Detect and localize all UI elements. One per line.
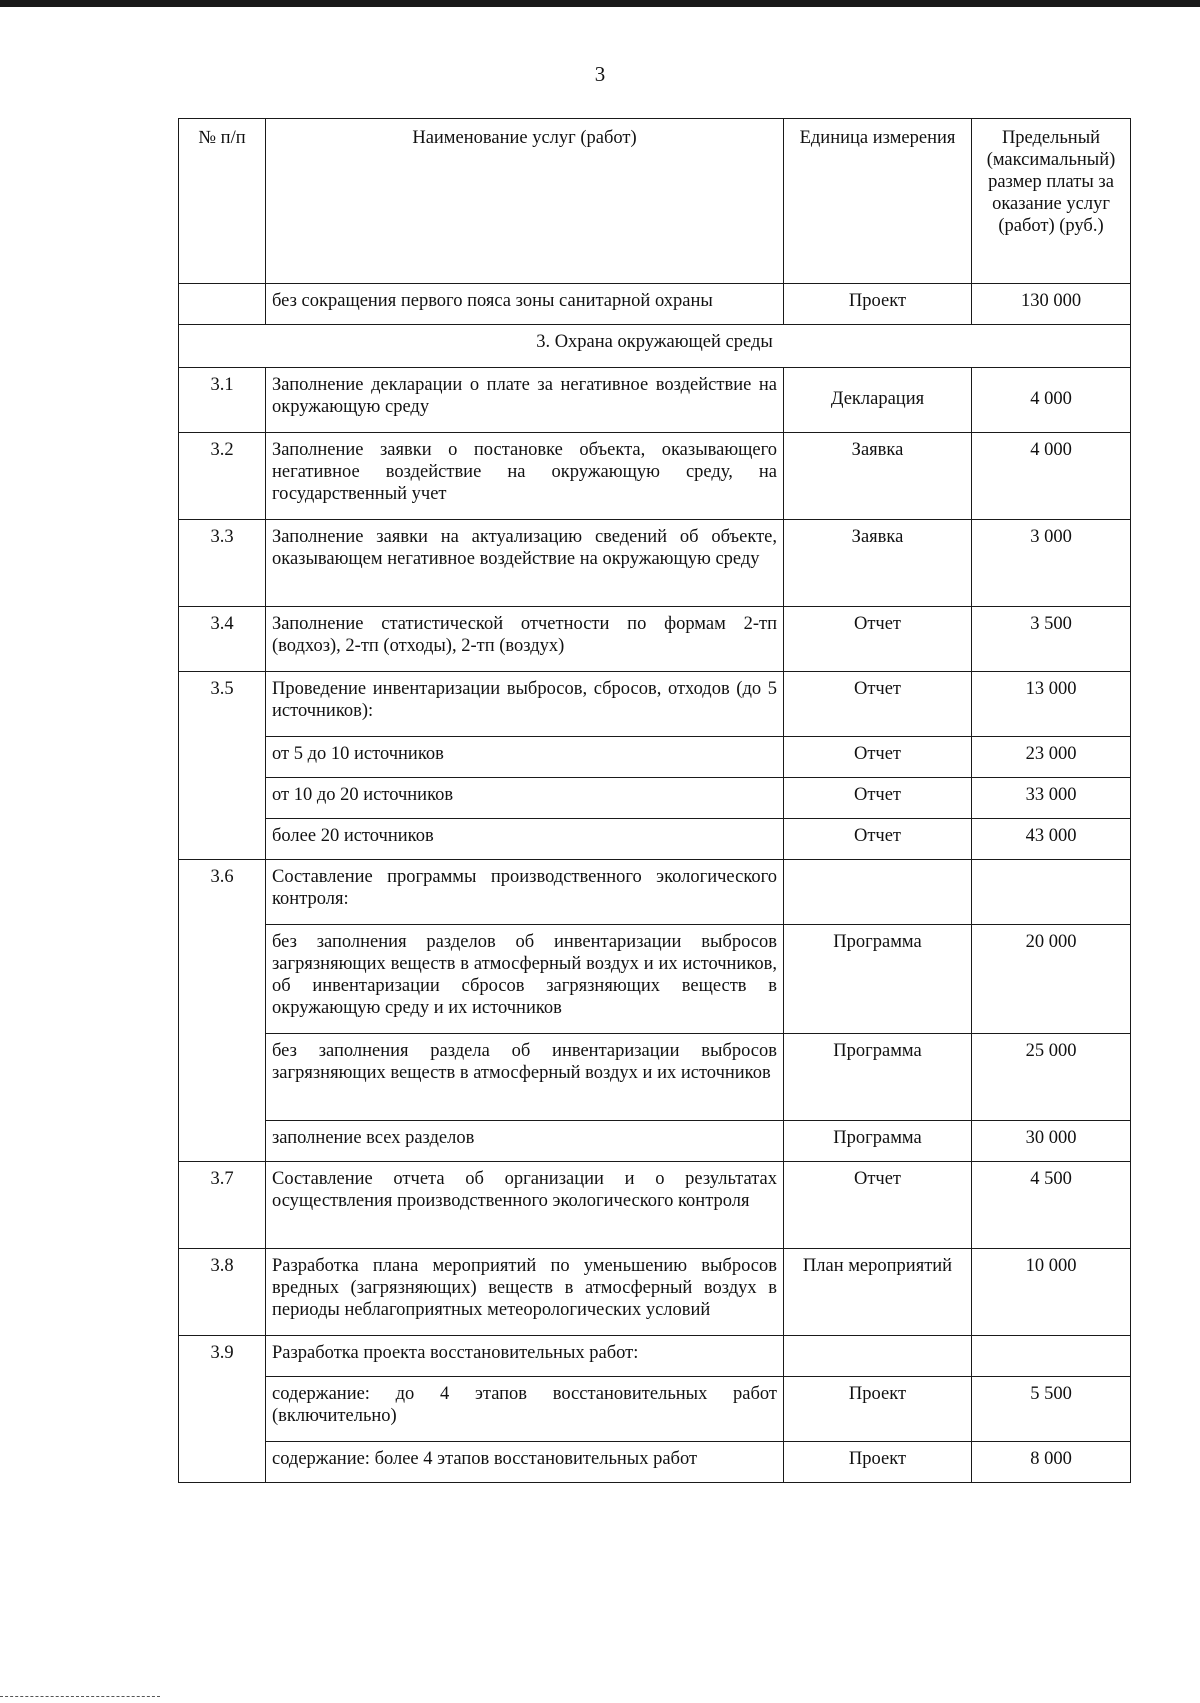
row-unit: Отчет: [784, 778, 972, 819]
header-num: № п/п: [179, 119, 266, 284]
table-row: [179, 672, 1131, 737]
row-name: без заполнения разделов об инвентаризации выбросов загрязняющих веществ в атмосферный воздух и их источников, об инвентаризации сбросов загрязняющих веществ в окружающую среду и их источников: [266, 925, 784, 1034]
row-name: более 20 источников: [266, 819, 784, 860]
row-name: Заполнение заявки на актуализацию сведений об объекте, оказывающем негативное воздействие на окружающую среду: [266, 520, 784, 607]
row-price: 4 500: [972, 1162, 1131, 1249]
table-header-row: [179, 119, 1131, 284]
row-name: от 10 до 20 источников: [266, 778, 784, 819]
row-name: Проведение инвентаризации выбросов, сбросов, отходов (до 5 источников):: [266, 672, 784, 737]
row-num: 3.4: [179, 607, 266, 672]
row-unit: Отчет: [784, 737, 972, 778]
row-price: 13 000: [972, 672, 1131, 737]
table-row: [179, 520, 1131, 607]
row-name: Разработка плана мероприятий по уменьшению выбросов вредных (загрязняющих) веществ в атмосферный воздух в периоды неблагоприятных метеорологических условий: [266, 1249, 784, 1336]
row-name: без заполнения раздела об инвентаризации выбросов загрязняющих веществ в атмосферный воздух и их источников: [266, 1034, 784, 1121]
row-price: 3 500: [972, 607, 1131, 672]
row-unit: Отчет: [784, 1162, 972, 1249]
table-row: [179, 1442, 1131, 1483]
row-num: 3.3: [179, 520, 266, 607]
header-name: Наименование услуг (работ): [266, 119, 784, 284]
row-name: Разработка проекта восстановительных работ:: [266, 1336, 784, 1377]
row-unit: Проект: [784, 1442, 972, 1483]
row-num: 3.7: [179, 1162, 266, 1249]
row-price: 5 500: [972, 1377, 1131, 1442]
row-name: Составление программы производственного экологического контроля:: [266, 860, 784, 925]
price-table: [178, 118, 1131, 1483]
row-price: 10 000: [972, 1249, 1131, 1336]
row-name: содержание: до 4 этапов восстановительных работ (включительно): [266, 1377, 784, 1442]
row-price: 4 000: [972, 368, 1131, 433]
row-price: 3 000: [972, 520, 1131, 607]
table-row: [179, 607, 1131, 672]
row-name: Заполнение декларации о плате за негативное воздействие на окружающую среду: [266, 368, 784, 433]
table-row: [179, 737, 1131, 778]
row-name: Составление отчета об организации и о результатах осуществления производственного экологического контроля: [266, 1162, 784, 1249]
row-price: [972, 860, 1131, 925]
row-unit: Программа: [784, 1121, 972, 1162]
row-unit: Программа: [784, 1034, 972, 1121]
table-row: [179, 778, 1131, 819]
row-name: от 5 до 10 источников: [266, 737, 784, 778]
row-price: 8 000: [972, 1442, 1131, 1483]
table-row: [179, 1034, 1131, 1121]
table-row: [179, 368, 1131, 433]
row-num: 3.9: [179, 1336, 266, 1483]
row-unit: Заявка: [784, 433, 972, 520]
row-num: 3.2: [179, 433, 266, 520]
row-unit: Отчет: [784, 819, 972, 860]
row-unit: Заявка: [784, 520, 972, 607]
row-unit: Отчет: [784, 672, 972, 737]
header-unit: Единица измерения: [784, 119, 972, 284]
header-price: Предельный (максимальный) размер платы за оказание услуг (работ) (руб.): [972, 119, 1131, 284]
row-num: 3.8: [179, 1249, 266, 1336]
table-row: [179, 284, 1131, 325]
table-row: [179, 819, 1131, 860]
row-price: 30 000: [972, 1121, 1131, 1162]
row-price: 43 000: [972, 819, 1131, 860]
table-row: [179, 1162, 1131, 1249]
table-row: [179, 1377, 1131, 1442]
row-price: 25 000: [972, 1034, 1131, 1121]
row-price: 20 000: [972, 925, 1131, 1034]
row-num: 3.5: [179, 672, 266, 860]
row-unit: Проект: [784, 1377, 972, 1442]
row-num: 3.6: [179, 860, 266, 1162]
row-name: содержание: более 4 этапов восстановительных работ: [266, 1442, 784, 1483]
scan-bottom-rule: [0, 1696, 160, 1698]
row-name: заполнение всех разделов: [266, 1121, 784, 1162]
row-num: [179, 284, 266, 325]
row-price: 130 000: [972, 284, 1131, 325]
row-unit: Программа: [784, 925, 972, 1034]
table-row: [179, 925, 1131, 1034]
table-row: [179, 433, 1131, 520]
row-price: 4 000: [972, 433, 1131, 520]
row-name: Заполнение статистической отчетности по формам 2-тп (водхоз), 2-тп (отходы), 2-тп (воздух): [266, 607, 784, 672]
page-number: 3: [594, 62, 606, 86]
scan-top-edge: [0, 0, 1200, 7]
row-unit: План мероприятий: [784, 1249, 972, 1336]
row-unit: [784, 860, 972, 925]
row-unit: Проект: [784, 284, 972, 325]
table-row: [179, 1249, 1131, 1336]
row-price: 33 000: [972, 778, 1131, 819]
row-num: 3.1: [179, 368, 266, 433]
row-price: [972, 1336, 1131, 1377]
row-unit: Отчет: [784, 607, 972, 672]
section-row: [179, 325, 1131, 368]
table-row: [179, 1121, 1131, 1162]
row-price: 23 000: [972, 737, 1131, 778]
row-name: без сокращения первого пояса зоны санитарной охраны: [266, 284, 784, 325]
section-title: 3. Охрана окружающей среды: [179, 325, 1131, 368]
table-row: [179, 860, 1131, 925]
row-unit: [784, 1336, 972, 1377]
row-unit: Декларация: [784, 368, 972, 433]
row-name: Заполнение заявки о постановке объекта, оказывающего негативное воздействие на окружающую среду, на государственный учет: [266, 433, 784, 520]
table-row: [179, 1336, 1131, 1377]
